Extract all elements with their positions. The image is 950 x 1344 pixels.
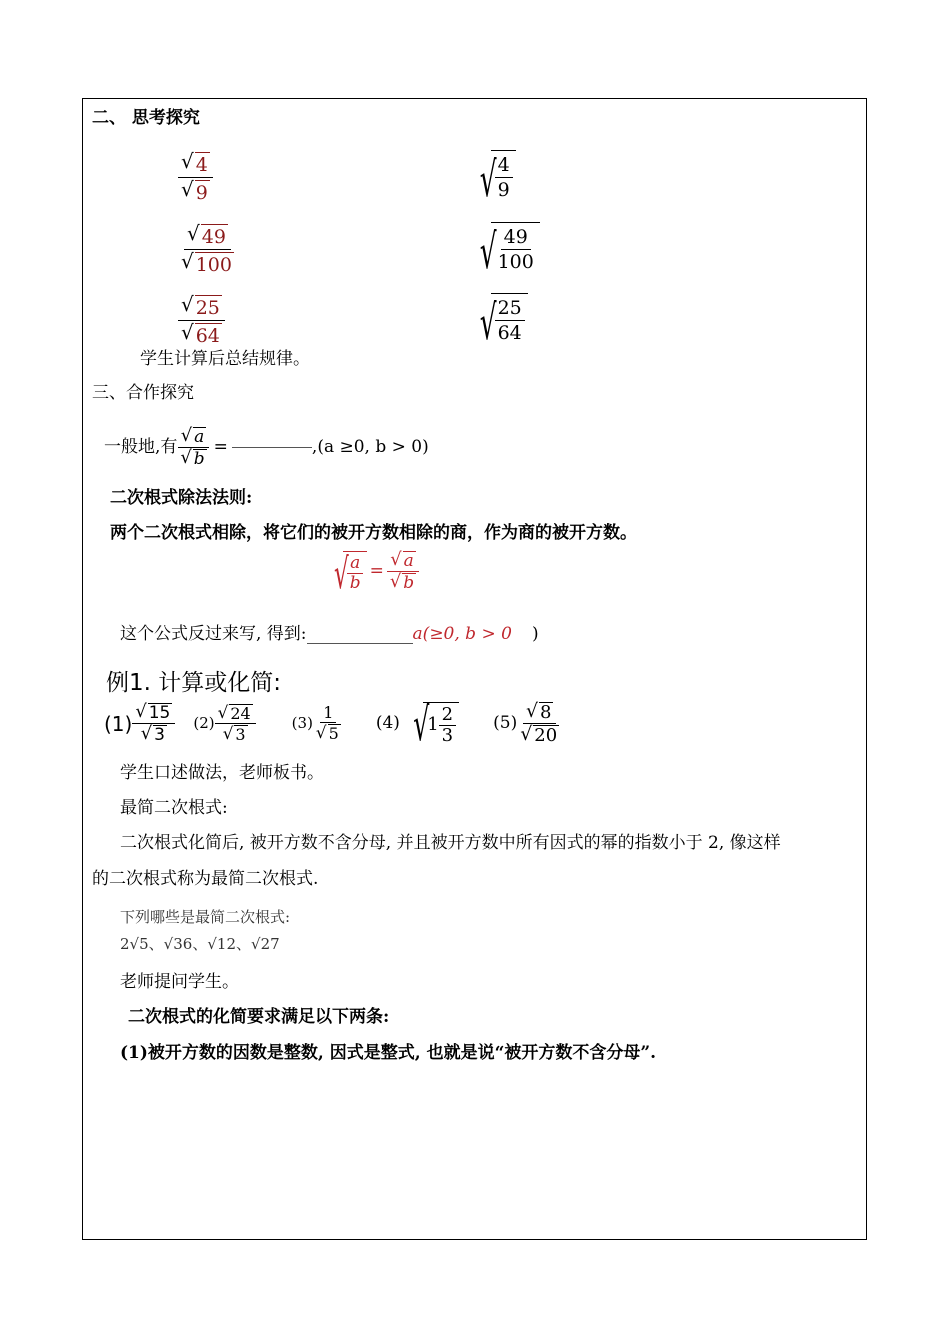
left-fraction-2: √ 49 √ 100 bbox=[181, 221, 232, 276]
answer-blank bbox=[232, 447, 312, 448]
requirement-title: 二次根式的化简要求满足以下两条: bbox=[128, 1007, 390, 1027]
example-item-3: (3) 1 √ 5 bbox=[291, 703, 339, 743]
section2-note: 学生计算后总结规律。 bbox=[140, 349, 310, 369]
requirement-1: (1)被开方数的因数是整数, 因式是整式, 也就是说“被开方数不含分母”. bbox=[120, 1043, 657, 1063]
example-title: 例1. 计算或化简: bbox=[106, 670, 282, 696]
general-formula: 一般地,有 √ a √ b = ,(a ≥0, b > 0) bbox=[104, 425, 429, 469]
right-fraction-3: √ $\frac{25}{64}$ bbox=[466, 293, 528, 345]
example-item-4: (4) √ 1 $\frac{2}{3}$ bbox=[376, 702, 459, 746]
right-fraction-1: √ $\frac{4}{9}$ bbox=[466, 150, 516, 202]
section2-heading: 二、 思考探究 bbox=[92, 108, 200, 128]
reverse-line: 这个公式反过来写, 得到: a(≥0, b > 0 ) bbox=[120, 624, 539, 644]
example-items bbox=[104, 697, 562, 752]
rule-text: 两个二次根式相除，将它们的被开方数相除的商，作为商的被开方数。 bbox=[110, 523, 637, 543]
teacher-note: 老师提问学生。 bbox=[120, 972, 239, 992]
example-note: 学生口述做法，老师板书。 bbox=[120, 763, 324, 783]
right-fraction-2: √ $\frac{49}{100}$ bbox=[466, 222, 540, 274]
simplest-def-line1: 二次根式化简后, 被开方数不含分母, 并且被开方数中所有因式的幂的指数小于 2, 像这样 bbox=[120, 833, 781, 853]
example-item-5: (5) √ 8 √ 20 bbox=[493, 700, 558, 746]
example-item-1: (1) √ 15 √ 3 bbox=[104, 702, 175, 745]
section3-heading: 三、合作探究 bbox=[92, 383, 194, 403]
left-fraction-3: √ 25 √ 64 bbox=[178, 293, 225, 348]
rule-title: 二次根式除法法则: bbox=[110, 488, 253, 508]
division-formula: √ $\frac{a}{b}$ = √ a √ b bbox=[322, 550, 419, 593]
simplest-def-line2: 的二次根式称为最简二次根式. bbox=[92, 869, 319, 889]
reverse-blank bbox=[307, 627, 413, 644]
simplest-question: 下列哪些是最简二次根式: bbox=[120, 908, 291, 926]
simplest-list: 2√5、√36、√12、√27 bbox=[120, 935, 280, 953]
left-fraction-1: √ 4 √ 9 bbox=[178, 150, 213, 205]
example-item-2: (2) √ 24 √ 3 bbox=[193, 703, 255, 744]
simplest-title: 最简二次根式: bbox=[120, 798, 228, 818]
